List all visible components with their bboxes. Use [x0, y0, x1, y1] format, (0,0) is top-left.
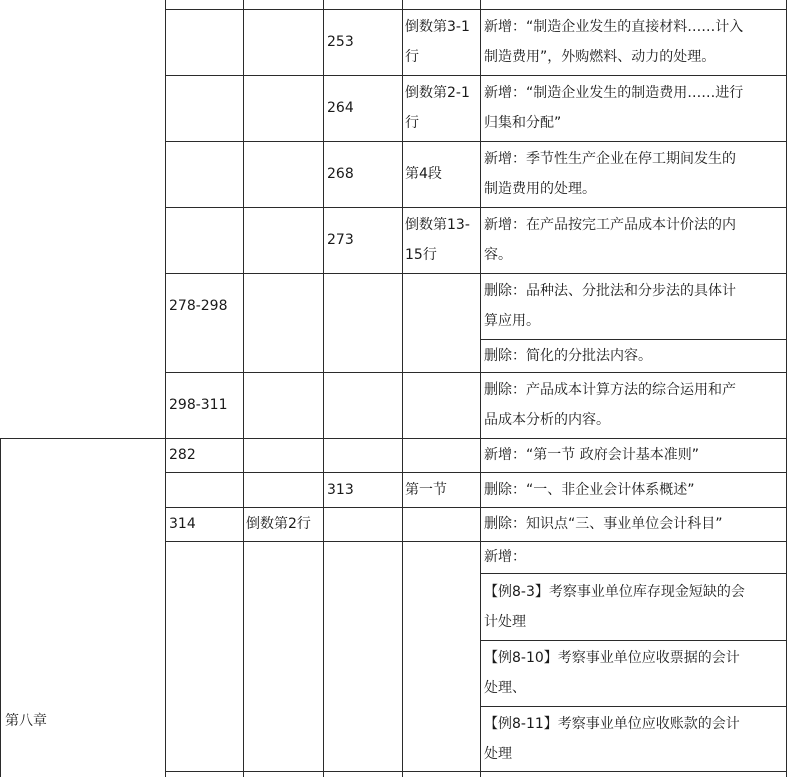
table-cell-c4: 新增：在产品按完工产品成本计价法的内	[484, 217, 736, 233]
table-rule	[0, 438, 1, 777]
chapter-label: 第八章	[5, 713, 47, 729]
table-cell-c4: 制造费用”，外购燃料、动力的处理。	[484, 49, 716, 65]
table-cell-c4: 算应用。	[484, 313, 540, 329]
table-rule	[165, 472, 787, 473]
table-cell-c2: 253	[327, 34, 354, 50]
table-rule	[243, 0, 244, 777]
table-cell-c4: 删除：品种法、分批法和分步法的具体计	[484, 283, 736, 299]
table-cell-c1: 倒数第2行	[246, 516, 311, 532]
table-cell-c4: 新增：“制造企业发生的制造费用……进行	[484, 85, 744, 101]
table-cell-c4: 处理	[484, 745, 512, 762]
table-cell-c3: 倒数第3-1	[405, 19, 470, 35]
table-cell-c2: 268	[327, 166, 354, 182]
table-rule	[165, 207, 787, 208]
table-rule	[165, 372, 787, 373]
table-cell-c4: 【例8-10】考察事业单位应收票据的会计	[484, 650, 740, 666]
table-cell-c2: 273	[327, 232, 354, 248]
table-cell-c4: 计处理	[484, 613, 526, 630]
table-rule	[165, 75, 787, 76]
table-cell-c4: 制造费用的处理。	[484, 181, 596, 197]
table-cell-c2: 313	[327, 481, 354, 498]
table-cell-c0: 282	[169, 447, 196, 463]
table-cell-c4: 新增：“第一节 政府会计基本准则”	[484, 447, 699, 463]
table-cell-c4: 处理、	[484, 680, 526, 696]
table-cell-c4: 删除：“一、非企业会计体系概述”	[484, 481, 695, 498]
table-cell-c4: 容。	[484, 247, 512, 263]
table-rule	[165, 9, 787, 10]
table-rule	[165, 541, 787, 542]
table-cell-c4: 删除：知识点“三、事业单位会计科目”	[484, 516, 723, 532]
table-cell-c3: 15行	[405, 247, 437, 263]
table-rule	[480, 706, 787, 707]
table-rule	[480, 573, 787, 574]
table-rule	[165, 771, 787, 772]
table-cell-c4: 新增：“制造企业发生的直接材料……计入	[484, 19, 744, 35]
table-cell-c3: 倒数第13-	[405, 217, 470, 233]
table-cell-c0: 298-311	[169, 397, 228, 413]
table-rule	[0, 438, 787, 439]
table-rule	[480, 640, 787, 641]
table-rule	[323, 0, 324, 777]
table-cell-c3: 倒数第2-1	[405, 85, 470, 101]
table-cell-c3: 第4段	[405, 166, 442, 182]
table-cell-c0: 278-298	[169, 298, 228, 314]
table-rule	[165, 273, 787, 274]
table-cell-c4: 【例8-11】考察事业单位应收账款的会计	[484, 715, 740, 732]
table-cell-c3: 行	[405, 115, 419, 131]
table-cell-c0: 314	[169, 516, 196, 532]
table-cell-c3: 行	[405, 49, 419, 65]
table-cell-c4: 新增：	[484, 549, 526, 565]
table-rule	[402, 0, 403, 777]
table-cell-c4: 删除：产品成本计算方法的综合运用和产	[484, 382, 736, 398]
table-rule	[165, 141, 787, 142]
table-cell-c4: 品成本分析的内容。	[484, 412, 610, 428]
table-cell-c3: 第一节	[405, 481, 447, 498]
table-cell-c4: 【例8-3】考察事业单位库存现金短缺的会	[484, 583, 745, 600]
table-rule	[480, 0, 481, 777]
table-rule	[165, 507, 787, 508]
table-cell-c4: 归集和分配”	[484, 115, 562, 131]
table-rule	[165, 0, 166, 777]
table-cell-c4: 删除：简化的分批法内容。	[484, 347, 652, 364]
table-cell-c2: 264	[327, 100, 354, 116]
table-cell-c4: 新增：季节性生产企业在停工期间发生的	[484, 151, 736, 167]
